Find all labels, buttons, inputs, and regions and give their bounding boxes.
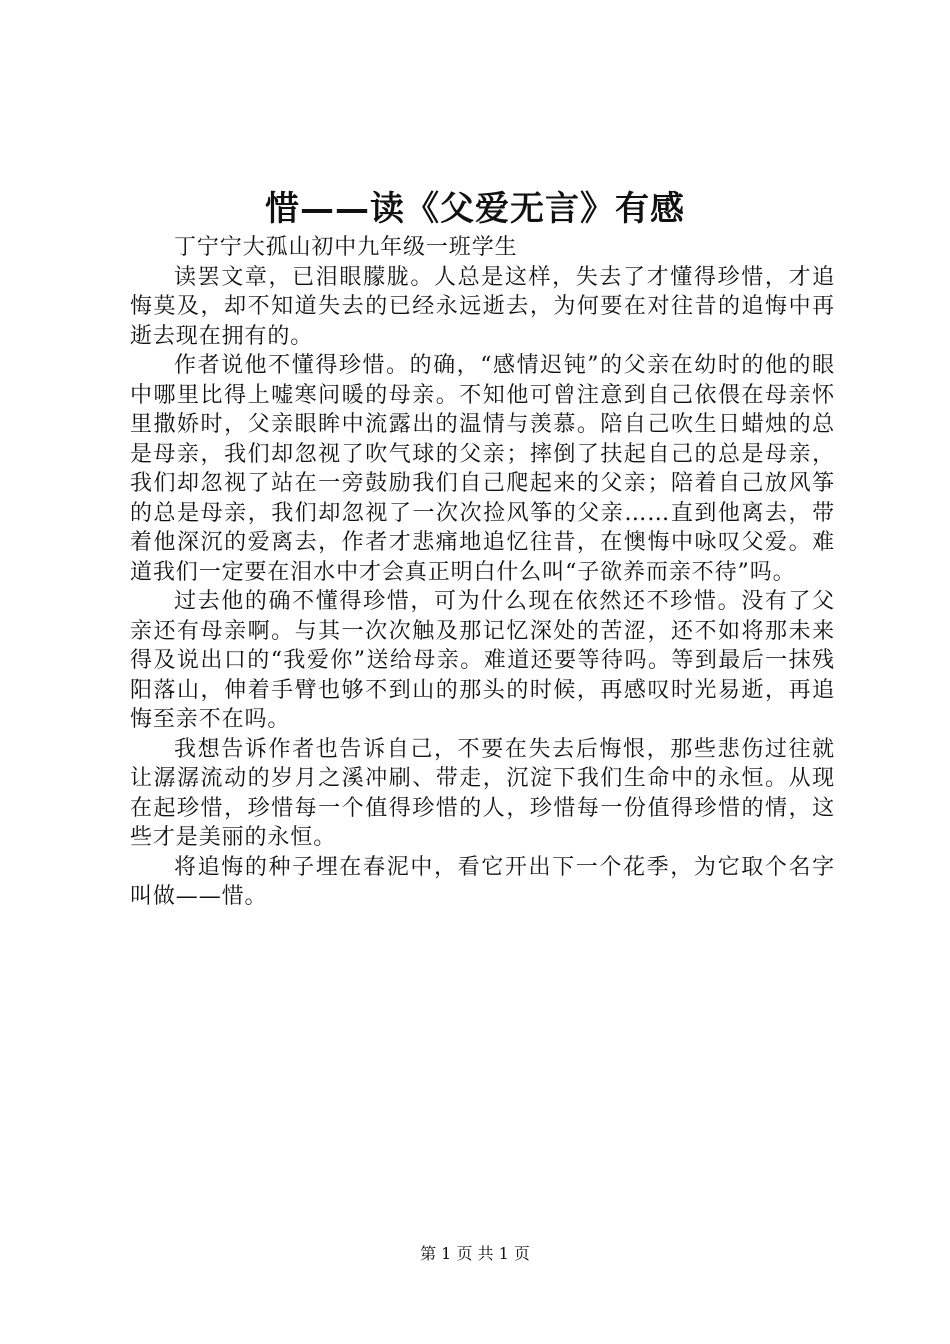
author-line: 丁宁宁大孤山初中九年级一班学生 bbox=[174, 235, 518, 260]
document-title: 惜——读《父爱无言》有感 bbox=[265, 189, 685, 229]
document-body bbox=[130, 233, 835, 912]
paragraph-2: 作者说他不懂得珍惜。的确，“感情迟钝”的父亲在幼时的他的眼中哪里比得上嘘寒问暖的母亲。不知他可曾注意到自己依偎在母亲怀里撒娇时，父亲眼眸中流露出的温情与羡慕。陪自己吹生日蜡烛的总是母亲，我们却忽视了吹气球的父亲；摔倒了扶起自己的总是母亲，我们却忽视了站在一旁鼓励我们自己爬起来的父亲；陪着自己放风筝的总是母亲，我们却忽视了一次次捡风筝的父亲……直到他离去，带着他深沉的爱离去，作者才悲痛地追忆往昔，在懊悔中咏叹父爱。难道我们一定要在泪水中才会真正明白什么叫“子欲养而亲不待”吗。 bbox=[130, 353, 835, 585]
paragraph-5: 将追悔的种子埋在春泥中，看它开出下一个花季，为它取个名字叫做——惜。 bbox=[130, 854, 835, 909]
paragraph-1: 读罢文章，已泪眼朦胧。人总是这样，失去了才懂得珍惜，才追悔莫及，却不知道失去的已经永远逝去，为何要在对往昔的追悔中再逝去现在拥有的。 bbox=[130, 264, 835, 349]
paragraph-3: 过去他的确不懂得珍惜，可为什么现在依然还不珍惜。没有了父亲还有母亲啊。与其一次次触及那记忆深处的苦涩，还不如将那未来得及说出口的“我爱你”送给母亲。难道还要等待吗。等到最后一抹残阳落山，伸着手臂也够不到山的那头的时候，再感叹时光易逝，再追悔至亲不在吗。 bbox=[130, 589, 835, 732]
paragraph-4: 我想告诉作者也告诉自己，不要在失去后悔恨，那些悲伤过往就让潺潺流动的岁月之溪冲刷、带走，沉淀下我们生命中的永恒。从现在起珍惜，珍惜每一个值得珍惜的人，珍惜每一份值得珍惜的情，这些才是美丽的永恒。 bbox=[130, 736, 835, 850]
page-footer: 第 1 页 共 1 页 bbox=[420, 1244, 530, 1263]
